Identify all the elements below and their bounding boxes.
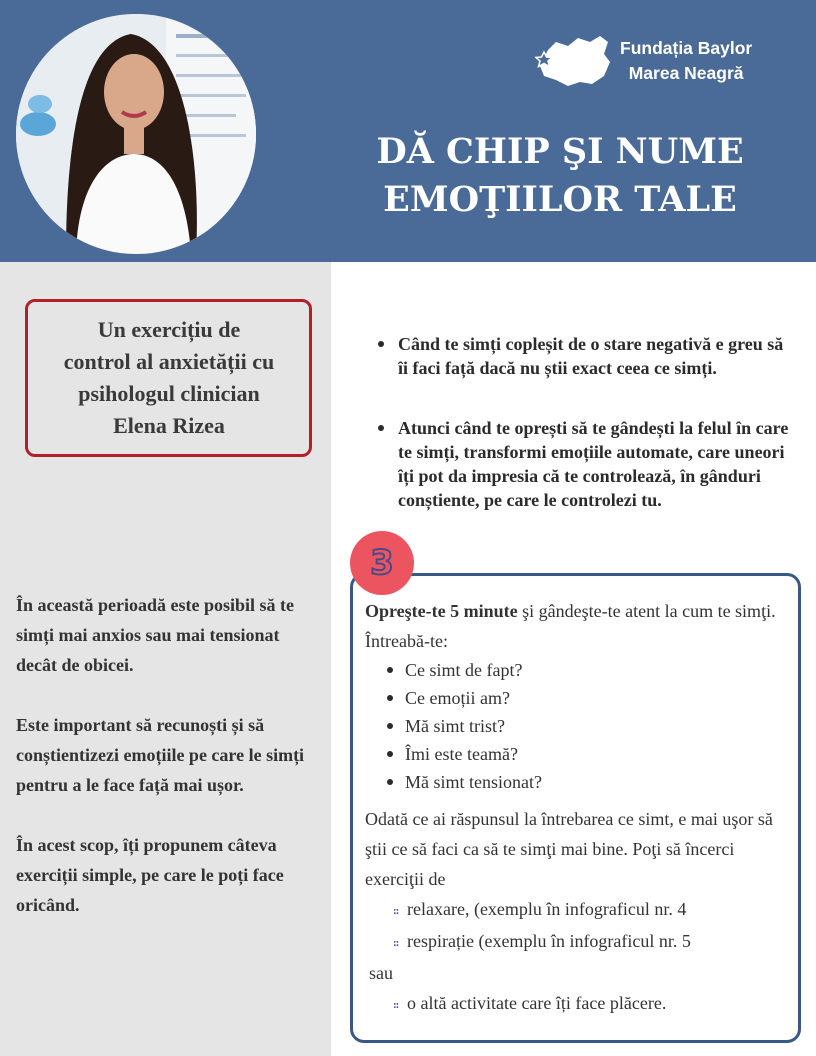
option-item <box>365 988 795 1020</box>
or-text: sau <box>369 963 393 983</box>
psychologist-photo <box>16 14 256 254</box>
title-line-2: EMOŢIILOR TALE <box>383 179 737 220</box>
option-item <box>365 926 795 958</box>
option-text: o altă activitate care îți face plăcere. <box>407 993 667 1013</box>
logo-line-2: Marea Neagră <box>628 63 744 83</box>
questions-list <box>365 656 795 796</box>
question-item: Mă simt tensionat? <box>365 768 795 796</box>
intro-line-2: control al anxietății cu <box>63 349 275 374</box>
left-paragraph-3: În acest scop, îți propunem câteva exerciții simple, pe care le poți face oricând. <box>16 835 284 915</box>
exercise-box <box>350 573 801 1043</box>
page-title <box>350 128 770 224</box>
header-banner <box>0 0 816 262</box>
option-text: relaxare, (exemplu în infograficul nr. 4 <box>407 899 687 919</box>
question-item: Ce simt de fapt? <box>365 656 795 684</box>
intro-line-3: psihologul clinician <box>78 381 260 406</box>
key-point: Când te simți copleșit de o stare negativă e greu să îi faci față dacă nu știi exact ceea ce simți. <box>372 332 796 380</box>
step-number-badge <box>350 531 414 595</box>
logo-line-1: Fundația Baylor <box>620 38 753 58</box>
exercise-paragraph: Odată ce ai răspunsul la întrebarea ce simt, e mai uşor să ştii ce să faci ca să te simţi mai bine. Poţi să încerci exerciţii de <box>365 809 773 889</box>
dots-bullet-icon: :: <box>393 937 399 949</box>
step-number: 3 <box>370 543 394 583</box>
dots-bullet-icon: :: <box>393 999 399 1011</box>
exercise-lead-rest: şi gândeşte-te atent la cum te simţi. Întreabă-te: <box>365 601 776 651</box>
black-sea-map-icon <box>534 32 614 88</box>
key-point: Atunci când te oprești să te gândești la felul în care te simți, transformi emoțiile automate, care uneori îți pot da impresia că te controlează, în gânduri conștiente, pe care le controlezi tu. <box>372 416 796 512</box>
intro-line-4: Elena Rizea <box>113 413 225 438</box>
option-item <box>365 894 795 926</box>
left-body-text <box>16 590 316 950</box>
exercise-lead <box>365 596 795 656</box>
dots-bullet-icon: :: <box>393 905 399 917</box>
question-item: Îmi este teamă? <box>365 740 795 768</box>
question-item: Mă simt trist? <box>365 712 795 740</box>
portrait-image <box>16 14 256 254</box>
question-item: Ce emoții am? <box>365 684 795 712</box>
key-points-list <box>372 332 796 548</box>
exercise-lead-bold: Opreşte-te 5 minute <box>365 601 518 621</box>
intro-box <box>25 299 312 457</box>
intro-text <box>42 314 296 442</box>
left-sidebar <box>0 262 331 1056</box>
exercise-content <box>365 596 795 1020</box>
intro-line-1: Un exercițiu de <box>97 317 241 342</box>
left-paragraph-1: În această perioadă este posibil să te simți mai anxios sau mai tensionat decât de obicei. <box>16 595 294 675</box>
logo-text <box>620 36 752 86</box>
title-line-1: DĂ CHIP ŞI NUME <box>376 131 744 172</box>
baylor-foundation-logo <box>534 32 784 92</box>
option-text: respirație (exemplu în infograficul nr. 5 <box>407 931 691 951</box>
left-paragraph-2: Este important să recunoști și să conștientizezi emoțiile pe care le simți pentru a le face față mai ușor. <box>16 715 305 795</box>
